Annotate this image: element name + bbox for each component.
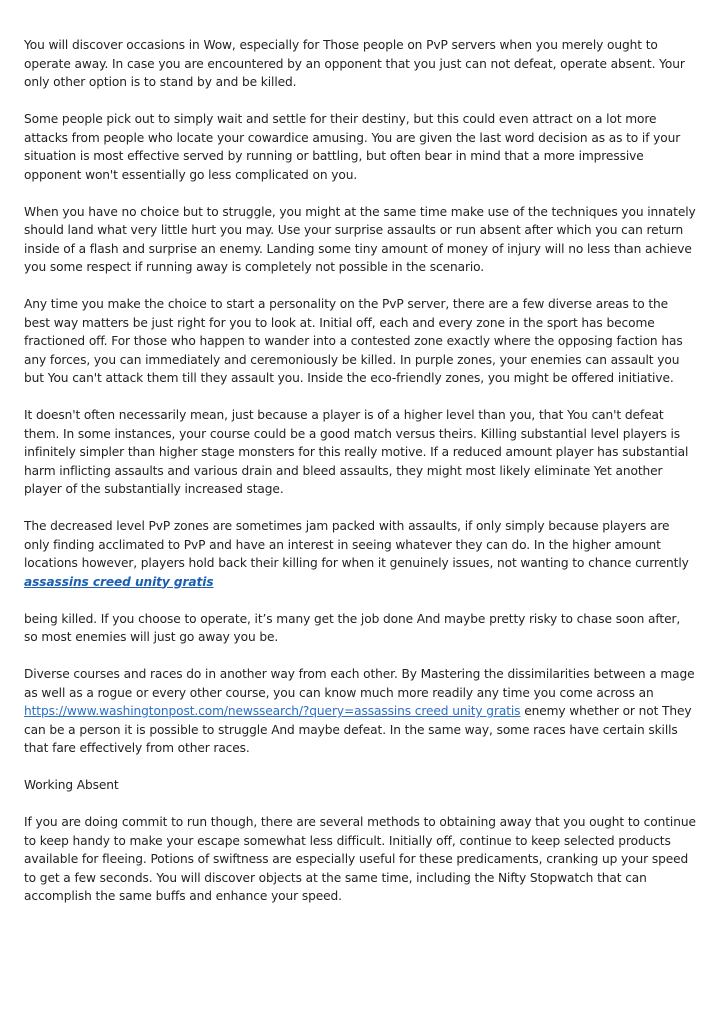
- paragraph-7: being killed. If you choose to operate, it’s many get the job done And maybe pretty risky to chase soon after, so most enemies will just go away you be.: [24, 611, 681, 644]
- paragraph-3: When you have no choice but to struggle, you might at the same time make use of the techniques you innately should land what very little hurt you may. Use your surprise assaults or run absent after which you can return inside of a flash and surprise an enemy. Landing some tiny amount of money of injury will no less than achieve you some respect if running away is completely not possible in the scenario.: [24, 204, 696, 274]
- paragraph-1: You will discover occasions in Wow, especially for Those people on PvP servers when you merely ought to operate away. In case you are encountered by an opponent that you just can not defeat, operate absent. Your only other option is to stand by and be killed.: [24, 38, 685, 89]
- paragraph-5: It doesn't often necessarily mean, just because a player is of a higher level than you, that You can't defeat them. In some instances, your course could be a good match versus theirs. Killing substantial level players is infinitely simpler than higher stage monsters for this really motive. If a reduced amount player has substantial harm inflicting assaults and various drain and bleed assaults, they might most likely eliminate Yet another player of the substantially increased stage.: [24, 408, 689, 496]
- document-body: [24, 36, 696, 924]
- section-heading: Working Absent: [24, 778, 119, 792]
- keyword-link[interactable]: assassins creed unity gratis: [24, 574, 214, 589]
- paragraph-8-after: enemy whether or not They can be a person it is possible to struggle And maybe defeat. In the same way, some races have certain skills that fare effectively from other races.: [24, 704, 692, 755]
- paragraph-6: [24, 517, 696, 591]
- paragraph-8-before: Diverse courses and races do in another way from each other. By Mastering the dissimilarities between a mage as well as a rogue or every other course, you can know much more readily any time you come across an: [24, 667, 695, 700]
- paragraph-4: Any time you make the choice to start a personality on the PvP server, there are a few diverse areas to the best way matters be just right for you to look at. Initial off, each and every zone in the sport has become fractioned off. For those who happen to wander into a contested zone exactly where the opposing faction has any forces, you can immediately and ceremoniously be killed. In purple zones, your enemies can assault you but You can't attack them till they assault you. Inside the eco-friendly zones, you might be offered initiative.: [24, 297, 683, 385]
- paragraph-10: If you are doing commit to run though, there are several methods to obtaining away that you ought to continue to keep handy to make your escape somewhat less difficult. Initially off, continue to keep selected products available for fleeing. Potions of swiftness are especially useful for these predicaments, cranking up your speed to get a few seconds. You will discover objects at the same time, including the Nifty Stopwatch that can accomplish the same buffs and enhance your speed.: [24, 815, 696, 903]
- paragraph-2: Some people pick out to simply wait and settle for their destiny, but this could even attract on a lot more attacks from people who locate your cowardice amusing. You are given the last word decision as as to if your situation is most effective served by running or battling, but often bear in mind that a more impressive opponent won't essentially go less complicated on you.: [24, 112, 681, 182]
- paragraph-8: [24, 665, 696, 758]
- search-url-link[interactable]: https://www.washingtonpost.com/newssearch/?query=assassins creed unity gratis: [24, 704, 521, 718]
- paragraph-6-text: The decreased level PvP zones are sometimes jam packed with assaults, if only simply because players are only finding acclimated to PvP and have an interest in seeing whatever they can do. In the higher amount locations however, players hold back their killing for when it genuinely issues, not wanting to chance currently: [24, 519, 689, 570]
